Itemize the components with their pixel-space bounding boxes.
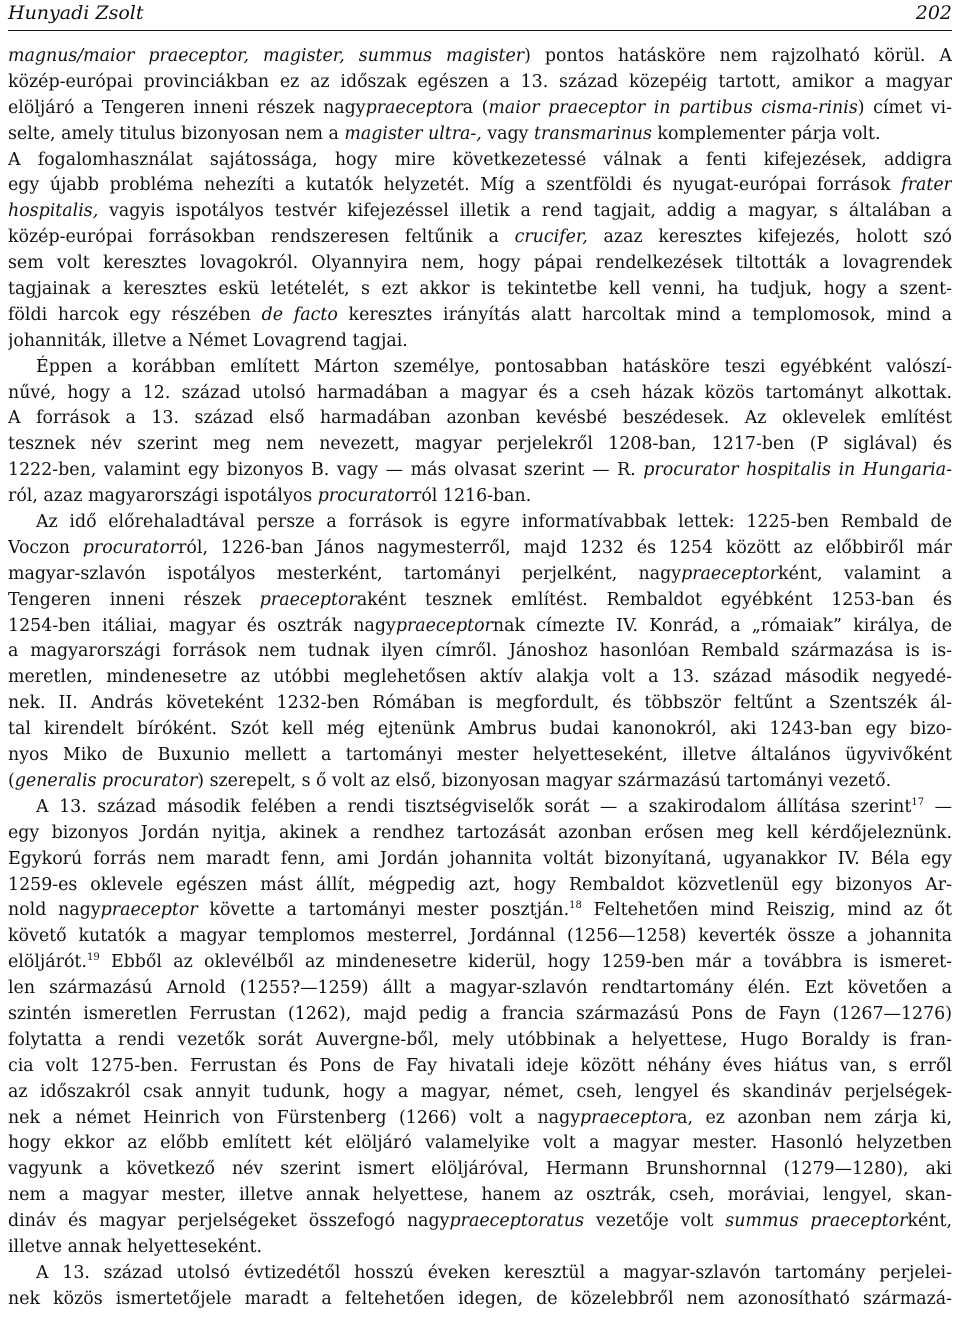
italic-text: praeceptor xyxy=(365,97,463,118)
text-segment: cia volt 1275-ben. Ferrustan és Pons de Fay hivatali ideje között néhány éves hiátus van, s erről xyxy=(8,1055,952,1076)
text-line xyxy=(8,1080,952,1106)
text-segment: vagyunk a következő név szerint ismert elöljáróval, Hermann Brunshornnal (1279—1280), aki xyxy=(8,1159,952,1180)
text-segment: vezetője volt xyxy=(584,1211,726,1232)
text-line xyxy=(8,1287,952,1313)
text-segment: nak címezte IV. Konrád, a „rómaiak” királya, de xyxy=(492,615,952,636)
text-segment: nűvé, hogy a 12. század utolsó harmadában a magyar és a cseh házak közös tartományt alkottak. xyxy=(8,382,952,403)
italic-text: praeceptor xyxy=(259,589,357,610)
text-line xyxy=(8,614,952,640)
text-line xyxy=(8,251,952,277)
text-segment: ként, valamint a xyxy=(778,563,952,584)
text-segment: Feltehetően mind Reiszig, mind az őt xyxy=(581,900,952,921)
text-segment: ról 1216-ban. xyxy=(413,486,532,507)
text-line xyxy=(8,665,952,691)
text-segment: keresztes irányítás alatt harcoltak mind a templomosok, mind a xyxy=(337,304,952,325)
text-line xyxy=(8,199,952,225)
text-segment: tesznek név szerint meg nem nevezett, magyar perjelekről 1208-ban, 1217-ben (P siglával) és xyxy=(8,434,952,455)
text-line xyxy=(8,717,952,743)
text-line xyxy=(8,1131,952,1157)
text-segment: 1259-es oklevele egészen mást állít, mégpedig azt, hogy Rembaldot közvetlenül egy bizonyos Ar- xyxy=(8,874,952,895)
text-line xyxy=(8,70,952,96)
text-segment: nold nagy xyxy=(8,900,101,921)
text-segment: meretlen, mindenesetre az utóbbi meglehetősen aktív alakja volt a 13. század második negyedé- xyxy=(8,667,952,688)
text-line xyxy=(8,536,952,562)
text-line xyxy=(8,898,952,924)
text-segment: ról, 1226-ban János nagymesterről, majd 1232 és 1254 között az előbbiről már xyxy=(178,537,952,558)
text-segment: Ebből az oklevélből az mindenesetre kiderül, hogy 1259-ben már a továbbra is ismeret- xyxy=(99,952,952,973)
text-segment: egy újabb probléma nehezíti a kutatók helyzetét. Míg a szentföldi és nyugat-európai források xyxy=(8,175,902,196)
text-line xyxy=(8,743,952,769)
text-line xyxy=(8,691,952,717)
text-line xyxy=(8,924,952,950)
text-segment: Tengeren inneni részek xyxy=(8,589,260,610)
text-line xyxy=(8,484,952,510)
footnote-ref: 18 xyxy=(569,900,582,912)
text-line xyxy=(8,873,952,899)
text-line xyxy=(8,1106,952,1132)
text-line xyxy=(8,847,952,873)
text-segment: a, ez azonban nem zárja ki, xyxy=(677,1107,952,1128)
text-line xyxy=(8,96,952,122)
italic-text: praeceptoratus xyxy=(449,1211,585,1232)
text-segment: A források a 13. század első harmadában azonban kevésbé beszédesek. Az oklevelek említést xyxy=(8,408,952,429)
text-line xyxy=(8,225,952,251)
text-segment: nem a magyar mester, illetve annak helyettese, hanem az osztrák, cseh, moráviai, lengyel, skan- xyxy=(8,1185,952,1206)
text-segment: közép-európai provinciákban ez az időszak egészen a 13. század közepéig tartott, amikor a magyar xyxy=(8,71,952,92)
text-segment: Az idő előrehaladtával persze a források is egyre informatívabbak lettek: 1225-ben Rembald de xyxy=(36,512,952,533)
text-segment: azaz keresztes kifejezés, holott szó xyxy=(587,227,952,248)
text-segment: aként tesznek említést. Rembaldot egyébként 1253-ban és xyxy=(356,589,952,610)
text-segment: komplementer párja volt. xyxy=(651,123,881,144)
text-segment: vagy xyxy=(481,123,535,144)
italic-text: praeceptor xyxy=(100,900,198,921)
text-line xyxy=(8,329,952,355)
text-segment: folytatta a rendi vezetők sorát Auvergne-ből, mely utóbbinak a helyettese, Hugo Boraldy is fran- xyxy=(8,1029,952,1050)
text-line xyxy=(8,1157,952,1183)
italic-text: praeceptor xyxy=(681,563,779,584)
text-segment: tagjainak a keresztes eskü letételét, s ezt akkor is tekintetbe kell venni, ha tudjuk, hogy a szent- xyxy=(8,279,952,300)
running-head-author: Hunyadi Zsolt xyxy=(8,2,144,24)
text-segment: ról, azaz magyarországi ispotályos xyxy=(8,486,318,507)
text-line xyxy=(8,406,952,432)
text-line xyxy=(8,1261,952,1287)
text-segment: illetve annak helyetteseként. xyxy=(8,1236,263,1257)
text-segment: 1222-ben, valamint egy bizonyos B. vagy — más olvasat szerint — R. xyxy=(8,460,644,481)
text-segment: Voczon xyxy=(8,537,83,558)
text-segment: dináv és magyar perjelségeket összefogó nagy xyxy=(8,1211,450,1232)
text-segment: elöljárót. xyxy=(8,952,87,973)
text-segment: hogy ekkor az előbb említett két elöljáró valamelyike volt a magyar mester. Hasonló helyzetben xyxy=(8,1133,952,1154)
text-line xyxy=(8,44,952,70)
text-line xyxy=(8,1028,952,1054)
footnote-ref: 17 xyxy=(911,797,925,809)
page-number: 202 xyxy=(915,2,952,24)
italic-text: hospitalis, xyxy=(8,201,99,222)
text-line xyxy=(8,458,952,484)
text-line xyxy=(8,1183,952,1209)
text-segment: nek közös ismertetőjele maradt a feltehetően idegen, de közelebbről nem azonosítható származá- xyxy=(8,1288,952,1309)
text-segment: a ( xyxy=(462,97,489,118)
text-line xyxy=(8,122,952,148)
text-segment: A 13. század második felében a rendi tisztségviselők sorát — a szakirodalom állítása szerint xyxy=(36,796,912,817)
text-segment: magyar-szlavón ispotályos mesterként, tartományi perjelként, nagy xyxy=(8,563,682,584)
footnote-ref: 19 xyxy=(86,952,100,964)
text-line xyxy=(8,562,952,588)
text-segment: ) pontos hatásköre nem rajzolható körül. A xyxy=(524,46,952,66)
text-line xyxy=(8,1209,952,1235)
text-segment: szintén ismeretlen Ferrustan (1262), majd pedig a francia származású Pons de Fayn (1267—1276) xyxy=(8,1003,952,1024)
text-segment: követő kutatók a magyar templomos mesterrel, Jordánnal (1256—1258) keverték össze a johannita xyxy=(8,926,952,947)
text-segment: A fogalomhasználat sajátossága, hogy mire következetessé válnak a fenti kifejezések, addigra xyxy=(8,149,952,170)
text-line xyxy=(8,1235,952,1261)
italic-text: magister ultra-, xyxy=(344,123,482,144)
text-segment: selte, amely titulus bizonyosan nem a xyxy=(8,123,345,144)
text-line xyxy=(8,588,952,614)
italic-text: crucifer, xyxy=(514,227,588,248)
text-segment: nek. II. András követeként 1232-ben Rómában is megfordult, és többször feltűnt a Szentszék ál- xyxy=(8,693,952,714)
italic-text: de facto xyxy=(261,304,338,325)
italic-text: procurator xyxy=(82,537,179,558)
text-line xyxy=(8,950,952,976)
text-line xyxy=(8,821,952,847)
italic-text: transmarinus xyxy=(534,123,652,144)
text-segment: len származású Arnold (1255?—1259) állt a magyar-szlavón rendtartomány élén. Ezt követően a xyxy=(8,978,952,999)
text-line xyxy=(8,795,952,821)
text-segment: sem volt keresztes lovagokról. Olyannyira nem, hogy pápai rendelkezések tiltották a lovagrendek xyxy=(8,253,952,274)
text-line xyxy=(8,1054,952,1080)
text-line xyxy=(8,1002,952,1028)
text-segment: követte a tartományi mester posztján. xyxy=(197,900,570,921)
text-segment: vagyis ispotályos testvér kifejezéssel illetik a rend tagjait, addig a magyar, s általában a xyxy=(98,201,952,222)
text-segment: az időszakról csak annyit tudunk, hogy a magyar, német, cseh, lengyel és skandináv perjelségek- xyxy=(8,1081,952,1102)
text-line xyxy=(8,355,952,381)
text-line xyxy=(8,148,952,174)
text-segment: Egykorú forrás nem maradt fenn, ami Jordán johannita voltát bizonyítaná, ugyanakkor IV. Béla egy xyxy=(8,848,952,869)
text-line xyxy=(8,381,952,407)
italic-text: maior praeceptor in partibus cisma-rinis xyxy=(488,97,858,118)
text-segment: ) címet vi- xyxy=(857,97,952,118)
text-segment: nyos Miko de Buxunio mellett a tartományi mester helyetteseként, illetve általános ügyvivőként xyxy=(8,745,952,766)
text-line xyxy=(8,173,952,199)
text-segment: földi harcok egy részében xyxy=(8,304,262,325)
text-segment: közép-európai forrásokban rendszeresen feltűnik a xyxy=(8,227,515,248)
text-segment: elöljáró a Tengeren inneni részek nagy xyxy=(8,97,366,118)
text-segment: Éppen a korábban említett Márton személye, pontosabban hatásköre teszi egyébként valószí- xyxy=(36,356,952,377)
text-line xyxy=(8,769,952,795)
italic-text: procurator hospitalis in Hungaria- xyxy=(643,460,952,481)
text-segment: ) szerepelt, s ő volt az első, bizonyosan magyar származású tartományi vezető. xyxy=(197,770,892,791)
italic-text: summus praeceptor xyxy=(725,1211,908,1232)
italic-text: praeceptor xyxy=(580,1107,678,1128)
text-segment: 1254-ben itáliai, magyar és osztrák nagy xyxy=(8,615,396,636)
text-line xyxy=(8,432,952,458)
text-line xyxy=(8,976,952,1002)
italic-text: procurator xyxy=(317,486,414,507)
italic-text: frater xyxy=(901,175,952,196)
text-line xyxy=(8,303,952,329)
text-segment: tal kirendelt bíróként. Szót kell még ejtenünk Ambrus budai kanonokról, aki 1243-ban egy bizo- xyxy=(8,719,952,740)
text-segment: ( xyxy=(8,770,15,791)
italic-text: magnus/maior praeceptor, magister, summus magister xyxy=(8,46,525,66)
text-line xyxy=(8,510,952,536)
text-segment: A 13. század utolsó évtizedétől hosszú éveken keresztül a magyar-szlavón tartomány perjelei- xyxy=(36,1262,952,1283)
text-segment: — xyxy=(924,796,952,817)
text-segment: johanniták, illetve a Német Lovagrend tagjai. xyxy=(8,330,408,351)
body-text xyxy=(8,44,952,1313)
text-segment: ként, xyxy=(907,1211,952,1232)
text-segment: nek a német Heinrich von Fürstenberg (1266) volt a nagy xyxy=(8,1107,581,1128)
text-line xyxy=(8,277,952,303)
text-line xyxy=(8,639,952,665)
italic-text: generalis procurator xyxy=(14,770,198,791)
text-segment: egy bizonyos Jordán nyitja, akinek a rendhez tartozását azonban erősen meg kell kérdőjeleznünk. xyxy=(8,822,952,843)
italic-text: praeceptor xyxy=(395,615,493,636)
page-header xyxy=(8,0,952,31)
text-segment: a magyarországi források nem tudnak ilyen címről. Jánoshoz hasonlóan Rembald származása is is- xyxy=(8,641,952,662)
